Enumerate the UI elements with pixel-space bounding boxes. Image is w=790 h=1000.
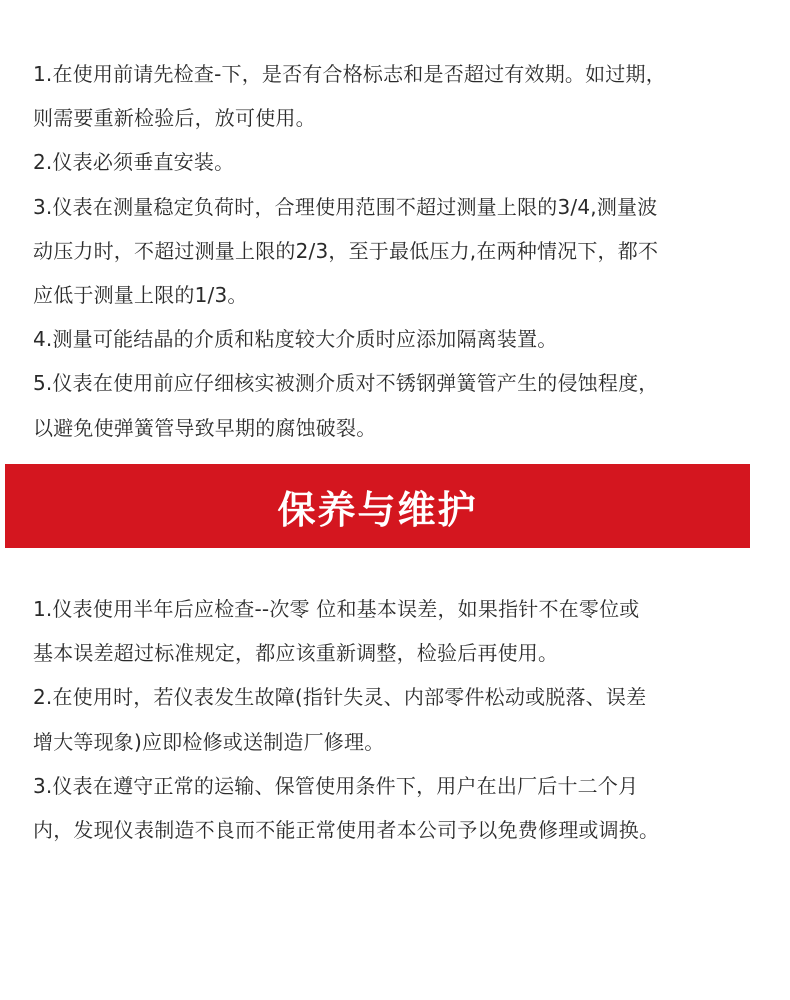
usage-note-line: 3.仪表在测量稳定负荷时，合理使用范围不超过测量上限的3/4,测量波: [33, 194, 658, 219]
usage-note-line: 2.仪表必须垂直安装。: [33, 150, 235, 175]
maintenance-note-line: 2.在使用时，若仪表发生故障(指针失灵、内部零件松动或脱落、误差: [33, 685, 647, 710]
usage-note-line: 以避免使弹簧管导致早期的腐蚀破裂。: [33, 415, 377, 440]
usage-note-line: 动压力时，不超过测量上限的2/3，至于最低压力,在两种情况下，都不: [33, 238, 659, 263]
maintenance-note-line: 3.仪表在遵守正常的运输、保管使用条件下，用户在出厂后十二个月: [33, 773, 639, 798]
usage-note-line: 则需要重新检验后，放可使用。: [33, 106, 316, 131]
usage-note-line: 4.测量可能结晶的介质和粘度较大介质时应添加隔离装置。: [33, 327, 558, 352]
maintenance-notes-section: [33, 587, 753, 852]
maintenance-banner: [5, 464, 750, 548]
maintenance-banner-title: 保养与维护: [277, 487, 478, 532]
usage-note-line: 应低于测量上限的1/3。: [33, 282, 248, 307]
maintenance-note-line: 增大等现象)应即检修或送制造厂修理。: [33, 729, 385, 754]
usage-note-line: 1.在使用前请先检查-下，是否有合格标志和是否超过有效期。如过期，: [33, 62, 666, 86]
usage-notes-section: [33, 52, 753, 450]
usage-note-line: 5.仪表在使用前应仔细核实被测介质对不锈钢弹簧管产生的侵蚀程度，: [33, 371, 659, 396]
maintenance-note-line: 基本误差超过标准规定，都应该重新调整，检验后再使用。: [33, 641, 559, 666]
maintenance-note-line: 1.仪表使用半年后应检查--次零 位和基本误差，如果指针不在零位或: [33, 597, 640, 621]
maintenance-note-line: 内，发现仪表制造不良而不能正常使用者本公司予以免费修理或调换。: [33, 817, 660, 842]
